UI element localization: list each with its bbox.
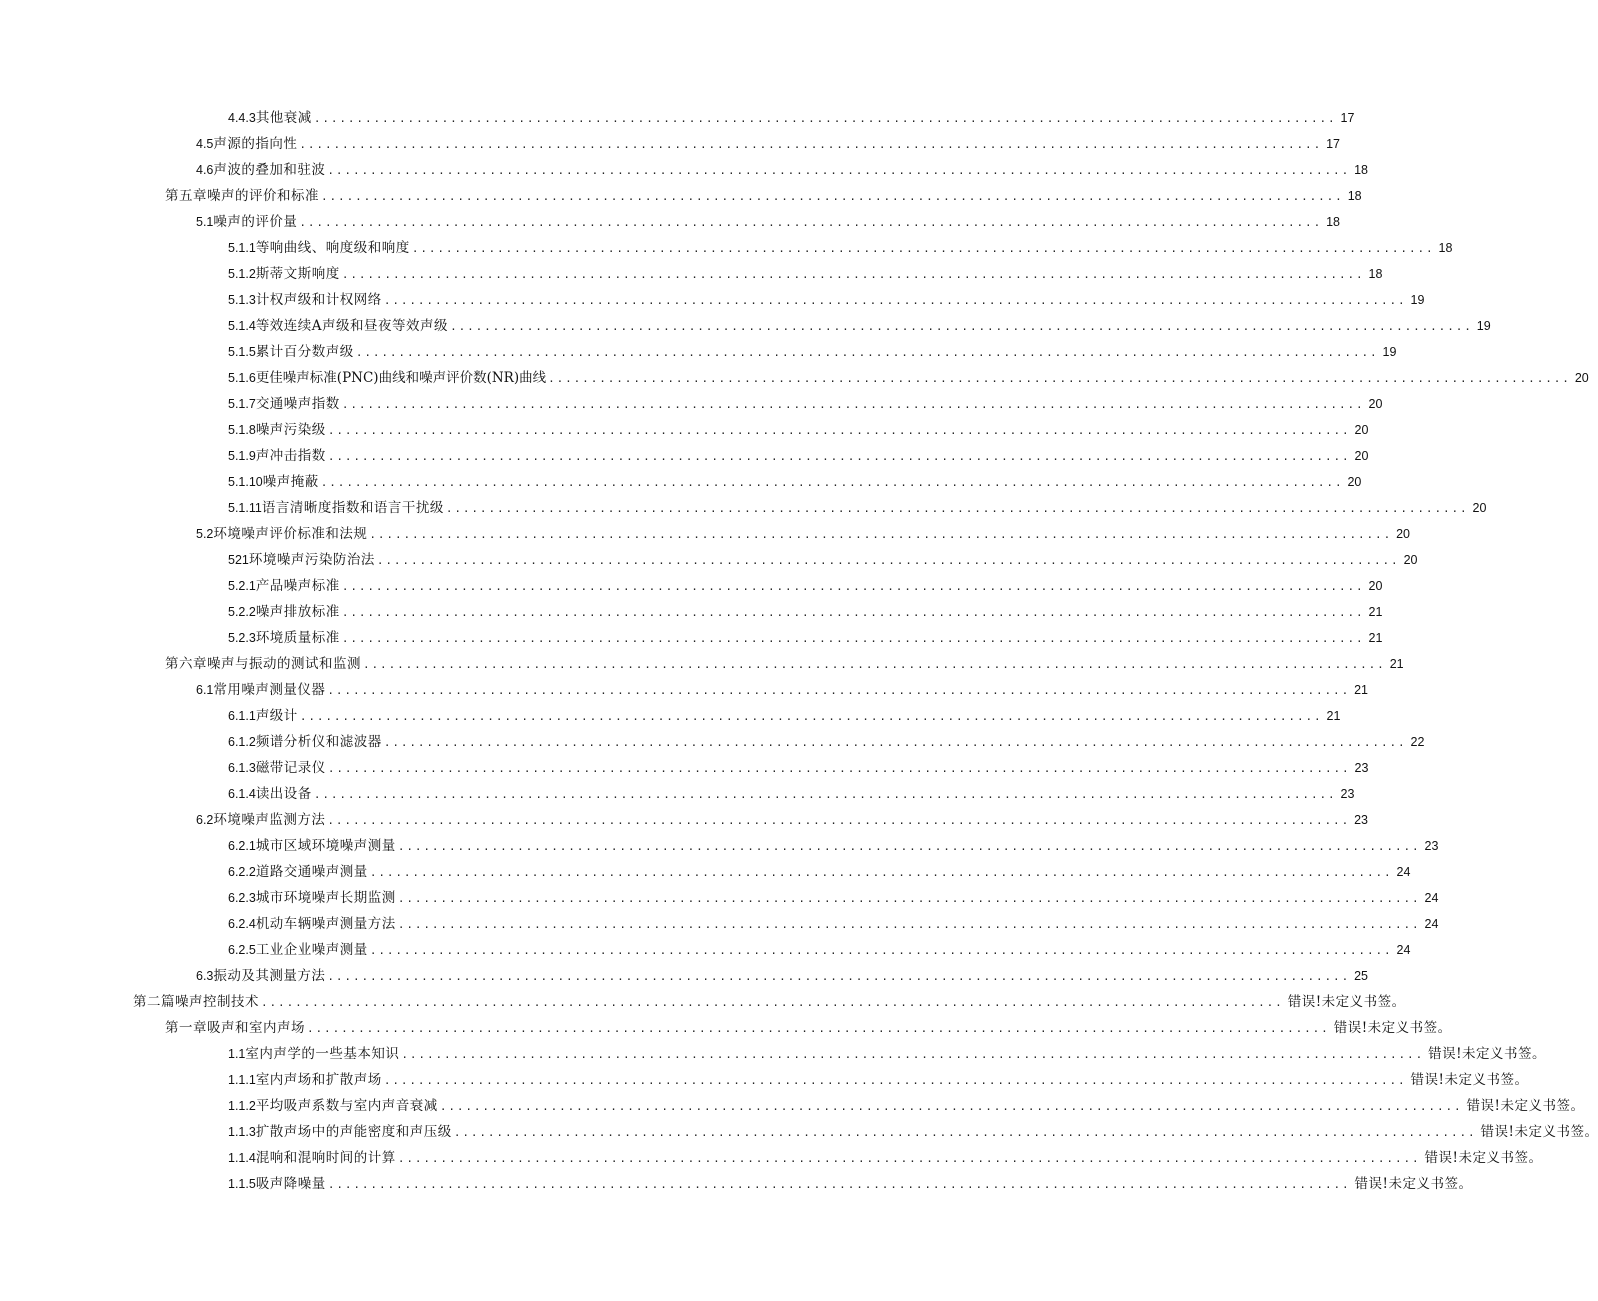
- toc-page: 24: [1424, 917, 1439, 931]
- toc-title: 道路交通噪声测量: [255, 864, 368, 880]
- toc-title: 计权声级和计权网络: [255, 292, 382, 308]
- toc-leader-dots: ........................................................................................................................: [327, 424, 1351, 437]
- toc-leader-dots: ........................................................................................................................: [397, 918, 1421, 931]
- toc-leader-dots: ........................................................................................................................: [299, 216, 1323, 229]
- toc-number: 6.3: [196, 969, 214, 983]
- toc-number: 6.2.1: [228, 839, 256, 853]
- toc-page: 19: [1382, 345, 1397, 359]
- toc-leader-dots: ........................................................................................................................: [341, 606, 1365, 619]
- toc-leader-dots: ........................................................................................................................: [453, 1126, 1477, 1139]
- toc-leader-dots: ........................................................................................................................: [327, 970, 1351, 983]
- toc-page: 18: [1347, 189, 1362, 203]
- toc-leader-dots: ........................................................................................................................: [321, 190, 1344, 203]
- toc-entry[interactable]: [228, 1042, 1547, 1068]
- toc-number: 6.2.3: [228, 891, 256, 905]
- toc-page: 20: [1347, 475, 1362, 489]
- toc-title: 环境噪声监测方法: [213, 812, 326, 828]
- toc-number: 5.1.5: [228, 345, 256, 359]
- toc-page: 错误!未定义书签。: [1480, 1124, 1598, 1140]
- toc-entry[interactable]: [228, 1094, 1585, 1120]
- toc-title: 噪声排放标准: [255, 604, 340, 620]
- toc-entry[interactable]: [228, 912, 1439, 938]
- toc-title: 声冲击指数: [255, 448, 326, 464]
- toc-entry[interactable]: [228, 886, 1439, 912]
- toc-title: 室内声场和扩散声场: [255, 1072, 382, 1088]
- toc-number: 5.1.8: [228, 423, 256, 437]
- toc-number: 5.1.1: [228, 241, 256, 255]
- toc-title: 声级计: [255, 708, 298, 724]
- toc-page: 20: [1368, 397, 1383, 411]
- toc-leader-dots: ........................................................................................................................: [299, 710, 1323, 723]
- toc-number: 第六章: [165, 656, 207, 672]
- toc-entry[interactable]: [228, 834, 1439, 860]
- toc-number: 5.1.3: [228, 293, 256, 307]
- toc-number: 6.2.2: [228, 865, 256, 879]
- toc-leader-dots: ........................................................................................................................: [383, 736, 1407, 749]
- toc-entry[interactable]: [196, 808, 1369, 834]
- toc-leader-dots: ........................................................................................................................: [327, 1178, 1351, 1191]
- toc-title: 噪声控制技术: [175, 994, 259, 1010]
- toc-leader-dots: ........................................................................................................................: [411, 242, 1435, 255]
- toc-title: 噪声掩蔽: [262, 474, 319, 490]
- toc-leader-dots: ........................................................................................................................: [327, 450, 1351, 463]
- toc-page: 18: [1438, 241, 1453, 255]
- toc-page: 20: [1396, 527, 1411, 541]
- toc-leader-dots: ........................................................................................................................: [341, 632, 1365, 645]
- toc-title: 更佳噪声标准(PNC)曲线和噪声评价数(NR)曲线: [255, 370, 547, 386]
- toc-chapter[interactable]: [165, 1016, 1452, 1042]
- toc-entry[interactable]: [196, 132, 1341, 158]
- toc-page: 错误!未定义书签。: [1354, 1176, 1473, 1192]
- toc-leader-dots: ........................................................................................................................: [307, 1022, 1330, 1035]
- toc-page: 20: [1354, 423, 1369, 437]
- toc-page: 24: [1396, 943, 1411, 957]
- toc-page: 20: [1403, 553, 1418, 567]
- toc-page: 23: [1424, 839, 1439, 853]
- toc-entry[interactable]: [228, 470, 1362, 496]
- toc-number: 5.1.6: [228, 371, 256, 385]
- toc-leader-dots: ........................................................................................................................: [397, 840, 1421, 853]
- toc-entry[interactable]: [228, 418, 1369, 444]
- toc-entry[interactable]: [228, 938, 1411, 964]
- toc-page: 23: [1340, 787, 1355, 801]
- toc-title: 吸声降噪量: [255, 1176, 326, 1192]
- toc-leader-dots: ........................................................................................................................: [397, 1152, 1421, 1165]
- toc-title: 振动及其测量方法: [213, 968, 326, 984]
- toc-leader-dots: ........................................................................................................................: [327, 164, 1351, 177]
- toc-part[interactable]: [133, 990, 1406, 1016]
- toc-page: 18: [1368, 267, 1383, 281]
- toc-number: 5.1.4: [228, 319, 256, 333]
- toc-title: 读出设备: [255, 786, 312, 802]
- toc-entry[interactable]: [228, 262, 1383, 288]
- toc-number: 6.1.2: [228, 735, 256, 749]
- toc-number: 第五章: [165, 188, 207, 204]
- toc-number: 5.2.3: [228, 631, 256, 645]
- toc-entry[interactable]: [228, 548, 1418, 574]
- toc-page: 19: [1476, 319, 1491, 333]
- toc-number: 6.1.4: [228, 787, 256, 801]
- toc-number: 5.1.9: [228, 449, 256, 463]
- toc-number: 1.1.1: [228, 1073, 256, 1087]
- toc-page: 25: [1354, 969, 1369, 983]
- toc-page: 23: [1354, 813, 1369, 827]
- toc-page: 19: [1410, 293, 1425, 307]
- toc-entry[interactable]: [196, 210, 1341, 236]
- toc-entry[interactable]: [228, 1120, 1598, 1146]
- toc-page: 22: [1410, 735, 1425, 749]
- toc-number: 4.4.3: [228, 111, 256, 125]
- toc-title: 机动车辆噪声测量方法: [255, 916, 396, 932]
- toc-entry[interactable]: [228, 366, 1589, 392]
- toc-entry[interactable]: [228, 496, 1487, 522]
- toc-title: 噪声的评价量: [213, 214, 298, 230]
- toc-entry[interactable]: [228, 574, 1383, 600]
- toc-number: 6.1.1: [228, 709, 256, 723]
- toc-title: 交通噪声指数: [255, 396, 340, 412]
- toc-entry[interactable]: [228, 860, 1411, 886]
- toc-entry[interactable]: [228, 340, 1397, 366]
- toc-title: 频谱分析仪和滤波器: [255, 734, 382, 750]
- toc-title: 噪声与振动的测试和监测: [207, 656, 361, 672]
- toc-leader-dots: ........................................................................................................................: [369, 944, 1393, 957]
- toc-leader-dots: ........................................................................................................................: [383, 294, 1407, 307]
- toc-leader-dots: ........................................................................................................................: [548, 372, 1571, 385]
- toc-number: 6.2.4: [228, 917, 256, 931]
- toc-leader-dots: ........................................................................................................................: [376, 554, 1400, 567]
- toc-title: 磁带记录仪: [255, 760, 326, 776]
- toc-entry[interactable]: [228, 600, 1383, 626]
- toc-page: 错误!未定义书签。: [1333, 1020, 1452, 1036]
- toc-leader-dots: ........................................................................................................................: [341, 398, 1365, 411]
- toc-leader-dots: ........................................................................................................................: [445, 502, 1469, 515]
- toc-entry[interactable]: [228, 782, 1355, 808]
- toc-leader-dots: ........................................................................................................................: [327, 762, 1351, 775]
- toc-entry[interactable]: [228, 392, 1383, 418]
- toc-page: 18: [1326, 215, 1341, 229]
- toc-entry[interactable]: [228, 106, 1355, 132]
- toc-leader-dots: ........................................................................................................................: [327, 814, 1351, 827]
- toc-chapter[interactable]: [165, 652, 1404, 678]
- toc-title: 噪声的评价和标准: [207, 188, 319, 204]
- toc-page: 24: [1396, 865, 1411, 879]
- toc-entry[interactable]: [228, 626, 1383, 652]
- toc-number: 5.2.1: [228, 579, 256, 593]
- toc-leader-dots: ........................................................................................................................: [327, 684, 1351, 697]
- toc-number: 5.1.7: [228, 397, 256, 411]
- toc-title: 等效连续A声级和昼夜等效声级: [255, 318, 449, 334]
- toc-leader-dots: ........................................................................................................................: [363, 658, 1386, 671]
- toc-title: 斯蒂文斯响度: [255, 266, 340, 282]
- toc-page: 错误!未定义书签。: [1287, 994, 1406, 1010]
- toc-number: 6.2.5: [228, 943, 256, 957]
- toc-leader-dots: ........................................................................................................................: [450, 320, 1473, 333]
- toc-title: 环境噪声评价标准和法规: [213, 526, 368, 542]
- toc-title: 其他衰减: [255, 110, 312, 126]
- toc-entry[interactable]: [228, 444, 1369, 470]
- toc-page: 24: [1424, 891, 1439, 905]
- toc-number: 5.2.2: [228, 605, 256, 619]
- toc-leader-dots: ........................................................................................................................: [261, 996, 1284, 1009]
- toc-number: 第一章: [165, 1020, 207, 1036]
- toc-entry[interactable]: [228, 314, 1491, 340]
- toc-leader-dots: ........................................................................................................................: [313, 112, 1337, 125]
- toc-page: 20: [1574, 371, 1589, 385]
- toc-entry[interactable]: [228, 756, 1369, 782]
- toc-leader-dots: ........................................................................................................................: [401, 1048, 1425, 1061]
- toc-title: 工业企业噪声测量: [255, 942, 368, 958]
- toc-title: 城市环境噪声长期监测: [255, 890, 396, 906]
- toc-number: 5.1: [196, 215, 214, 229]
- toc-number: 1.1.4: [228, 1151, 256, 1165]
- toc-leader-dots: ........................................................................................................................: [369, 866, 1393, 879]
- toc-page: 23: [1354, 761, 1369, 775]
- toc-page: 17: [1340, 111, 1355, 125]
- toc-page: 21: [1368, 631, 1383, 645]
- toc-page: 21: [1389, 657, 1404, 671]
- toc-leader-dots: ........................................................................................................................: [383, 1074, 1407, 1087]
- toc-entry[interactable]: [196, 522, 1411, 548]
- toc-title: 城市区域环境噪声测量: [255, 838, 396, 854]
- toc-entry[interactable]: [228, 704, 1341, 730]
- toc-number: 5.1.2: [228, 267, 256, 281]
- toc-title: 等响曲线、响度级和响度: [255, 240, 410, 256]
- toc-title: 语言清晰度指数和语言干扰级: [261, 500, 444, 516]
- toc-page: 20: [1368, 579, 1383, 593]
- toc-entry[interactable]: [196, 964, 1369, 990]
- toc-number: 5.2: [196, 527, 214, 541]
- toc-leader-dots: ........................................................................................................................: [355, 346, 1379, 359]
- toc-number: 5.1.11: [228, 501, 262, 515]
- toc-number: 6.1.3: [228, 761, 256, 775]
- toc-title: 吸声和室内声场: [207, 1020, 305, 1036]
- toc-number: 4.5: [196, 137, 214, 151]
- toc-title: 混响和混响时间的计算: [255, 1150, 396, 1166]
- toc-page: 20: [1354, 449, 1369, 463]
- toc-number: 6.1: [196, 683, 214, 697]
- toc-title: 累计百分数声级: [255, 344, 354, 360]
- toc-number: 1.1.5: [228, 1177, 256, 1191]
- toc-number: 1.1.3: [228, 1125, 256, 1139]
- toc-leader-dots: ........................................................................................................................: [369, 528, 1393, 541]
- toc-page: 21: [1368, 605, 1383, 619]
- toc-entry[interactable]: [228, 288, 1425, 314]
- toc-number: 4.6: [196, 163, 214, 177]
- toc-chapter[interactable]: [165, 184, 1362, 210]
- toc-page: 错误!未定义书签。: [1410, 1072, 1529, 1088]
- toc-leader-dots: ........................................................................................................................: [397, 892, 1421, 905]
- toc-leader-dots: ........................................................................................................................: [320, 476, 1344, 489]
- toc-number: 6.2: [196, 813, 214, 827]
- toc-entry[interactable]: [228, 1146, 1543, 1172]
- toc-page: 18: [1354, 163, 1369, 177]
- toc-page: 错误!未定义书签。: [1428, 1046, 1547, 1062]
- toc-title: 环境质量标准: [255, 630, 340, 646]
- toc-title: 扩散声场中的声能密度和声压级: [255, 1124, 452, 1140]
- toc-title: 平均吸声系数与室内声音衰减: [255, 1098, 438, 1114]
- toc-title: 声波的叠加和驻波: [213, 162, 326, 178]
- toc-title: 室内声学的一些基本知识: [245, 1046, 400, 1062]
- toc-page: 21: [1326, 709, 1341, 723]
- toc-title: 常用噪声测量仪器: [213, 682, 326, 698]
- toc-page: 17: [1326, 137, 1341, 151]
- toc-title: 噪声污染级: [255, 422, 326, 438]
- toc-entry[interactable]: [196, 158, 1369, 184]
- toc-number: 1.1: [228, 1047, 246, 1061]
- toc-leader-dots: ........................................................................................................................: [299, 138, 1323, 151]
- toc-entry[interactable]: [228, 730, 1425, 756]
- toc-leader-dots: ........................................................................................................................: [341, 580, 1365, 593]
- toc-entry[interactable]: [228, 1172, 1473, 1198]
- toc-number: 第二篇: [133, 994, 175, 1010]
- toc-title: 环境噪声污染防治法: [248, 552, 375, 568]
- toc-number: 521: [228, 553, 249, 567]
- toc-leader-dots: ........................................................................................................................: [313, 788, 1337, 801]
- toc-page: 错误!未定义书签。: [1424, 1150, 1543, 1166]
- toc-page: 20: [1472, 501, 1487, 515]
- toc-number: 5.1.10: [228, 475, 263, 489]
- toc-page: 21: [1354, 683, 1369, 697]
- toc-leader-dots: ........................................................................................................................: [439, 1100, 1463, 1113]
- toc-entry[interactable]: [196, 678, 1369, 704]
- toc-title: 声源的指向性: [213, 136, 298, 152]
- toc-leader-dots: ........................................................................................................................: [341, 268, 1365, 281]
- toc-number: 1.1.2: [228, 1099, 256, 1113]
- toc-entry[interactable]: [228, 1068, 1529, 1094]
- toc-title: 产品噪声标准: [255, 578, 340, 594]
- toc-page: 错误!未定义书签。: [1466, 1098, 1585, 1114]
- toc-entry[interactable]: [228, 236, 1453, 262]
